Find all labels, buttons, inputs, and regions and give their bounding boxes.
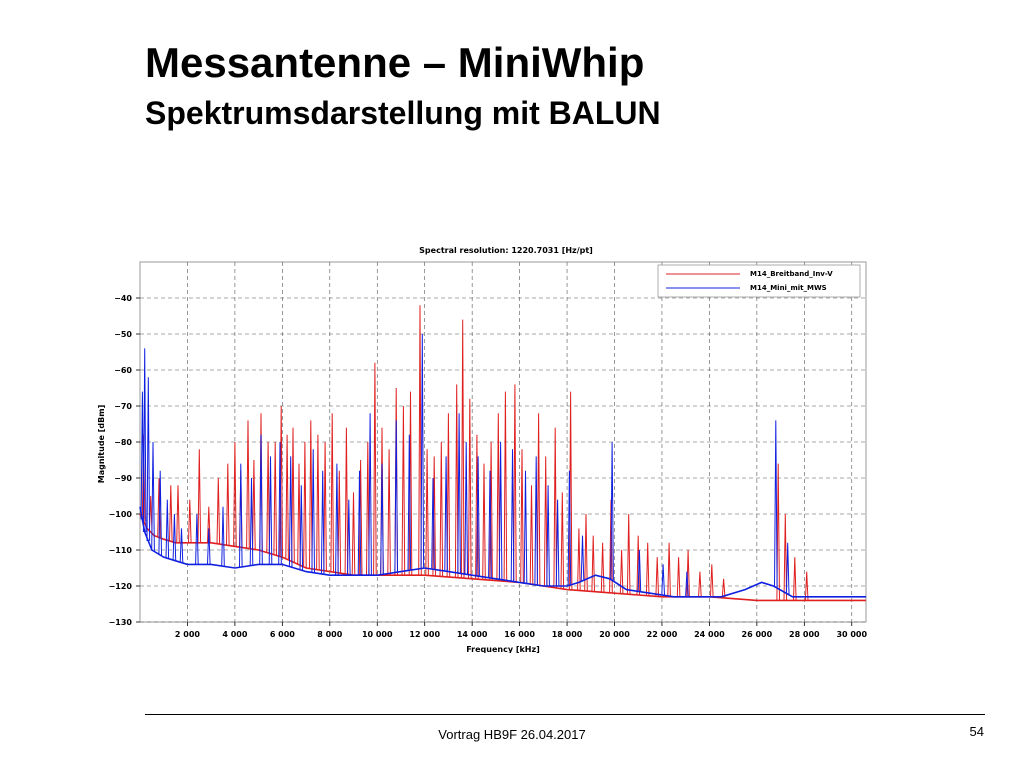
y-axis-label: Magnitude [dBm]	[97, 404, 106, 484]
x-tick-label: 26 000	[741, 630, 773, 639]
legend-entry-2: M14_Mini_mit_MWS	[750, 284, 827, 292]
x-tick-label: 22 000	[646, 630, 678, 639]
y-tick-label: −100	[108, 510, 132, 519]
x-tick-label: 10 000	[361, 630, 393, 639]
chart-title: Spectral resolution: 1220.7031 [Hz/pt]	[419, 246, 593, 255]
y-tick-label: −50	[114, 330, 132, 339]
x-tick-label: 6 000	[269, 630, 295, 639]
y-tick-label: −40	[114, 294, 132, 303]
y-tick-label: −90	[114, 474, 132, 483]
y-tick-label: −60	[114, 366, 132, 375]
y-axis	[109, 294, 140, 627]
page-number: 54	[969, 724, 984, 739]
y-tick-label: −80	[114, 438, 132, 447]
x-tick-label: 14 000	[456, 630, 488, 639]
slide-title: Messantenne – MiniWhip	[145, 39, 645, 86]
y-tick-label: −120	[108, 582, 132, 591]
x-axis-label: Frequency [kHz]	[466, 645, 540, 653]
x-tick-label: 2 000	[174, 630, 200, 639]
slide-subtitle: Spektrumsdarstellung mit BALUN	[145, 95, 661, 131]
x-tick-label: 28 000	[789, 630, 820, 639]
legend	[658, 265, 860, 297]
x-tick-label: 16 000	[504, 630, 535, 639]
x-tick-label: 12 000	[409, 630, 441, 639]
x-tick-label: 4 000	[222, 630, 248, 639]
x-tick-label: 18 000	[551, 630, 583, 639]
y-tick-label: −110	[108, 546, 132, 555]
x-tick-label: 24 000	[694, 630, 725, 639]
footer-divider	[145, 714, 985, 715]
footer-text: Vortrag HB9F 26.04.2017	[438, 727, 586, 742]
spectrum-chart	[90, 238, 880, 653]
x-tick-label: 30 000	[836, 630, 868, 639]
x-tick-label: 20 000	[599, 630, 630, 639]
x-axis	[175, 622, 868, 639]
x-tick-label: 8 000	[317, 630, 343, 639]
y-tick-label: −130	[108, 618, 132, 627]
legend-entry-1: M14_Breitband_Inv-V	[750, 270, 833, 278]
y-tick-label: −70	[114, 402, 132, 411]
